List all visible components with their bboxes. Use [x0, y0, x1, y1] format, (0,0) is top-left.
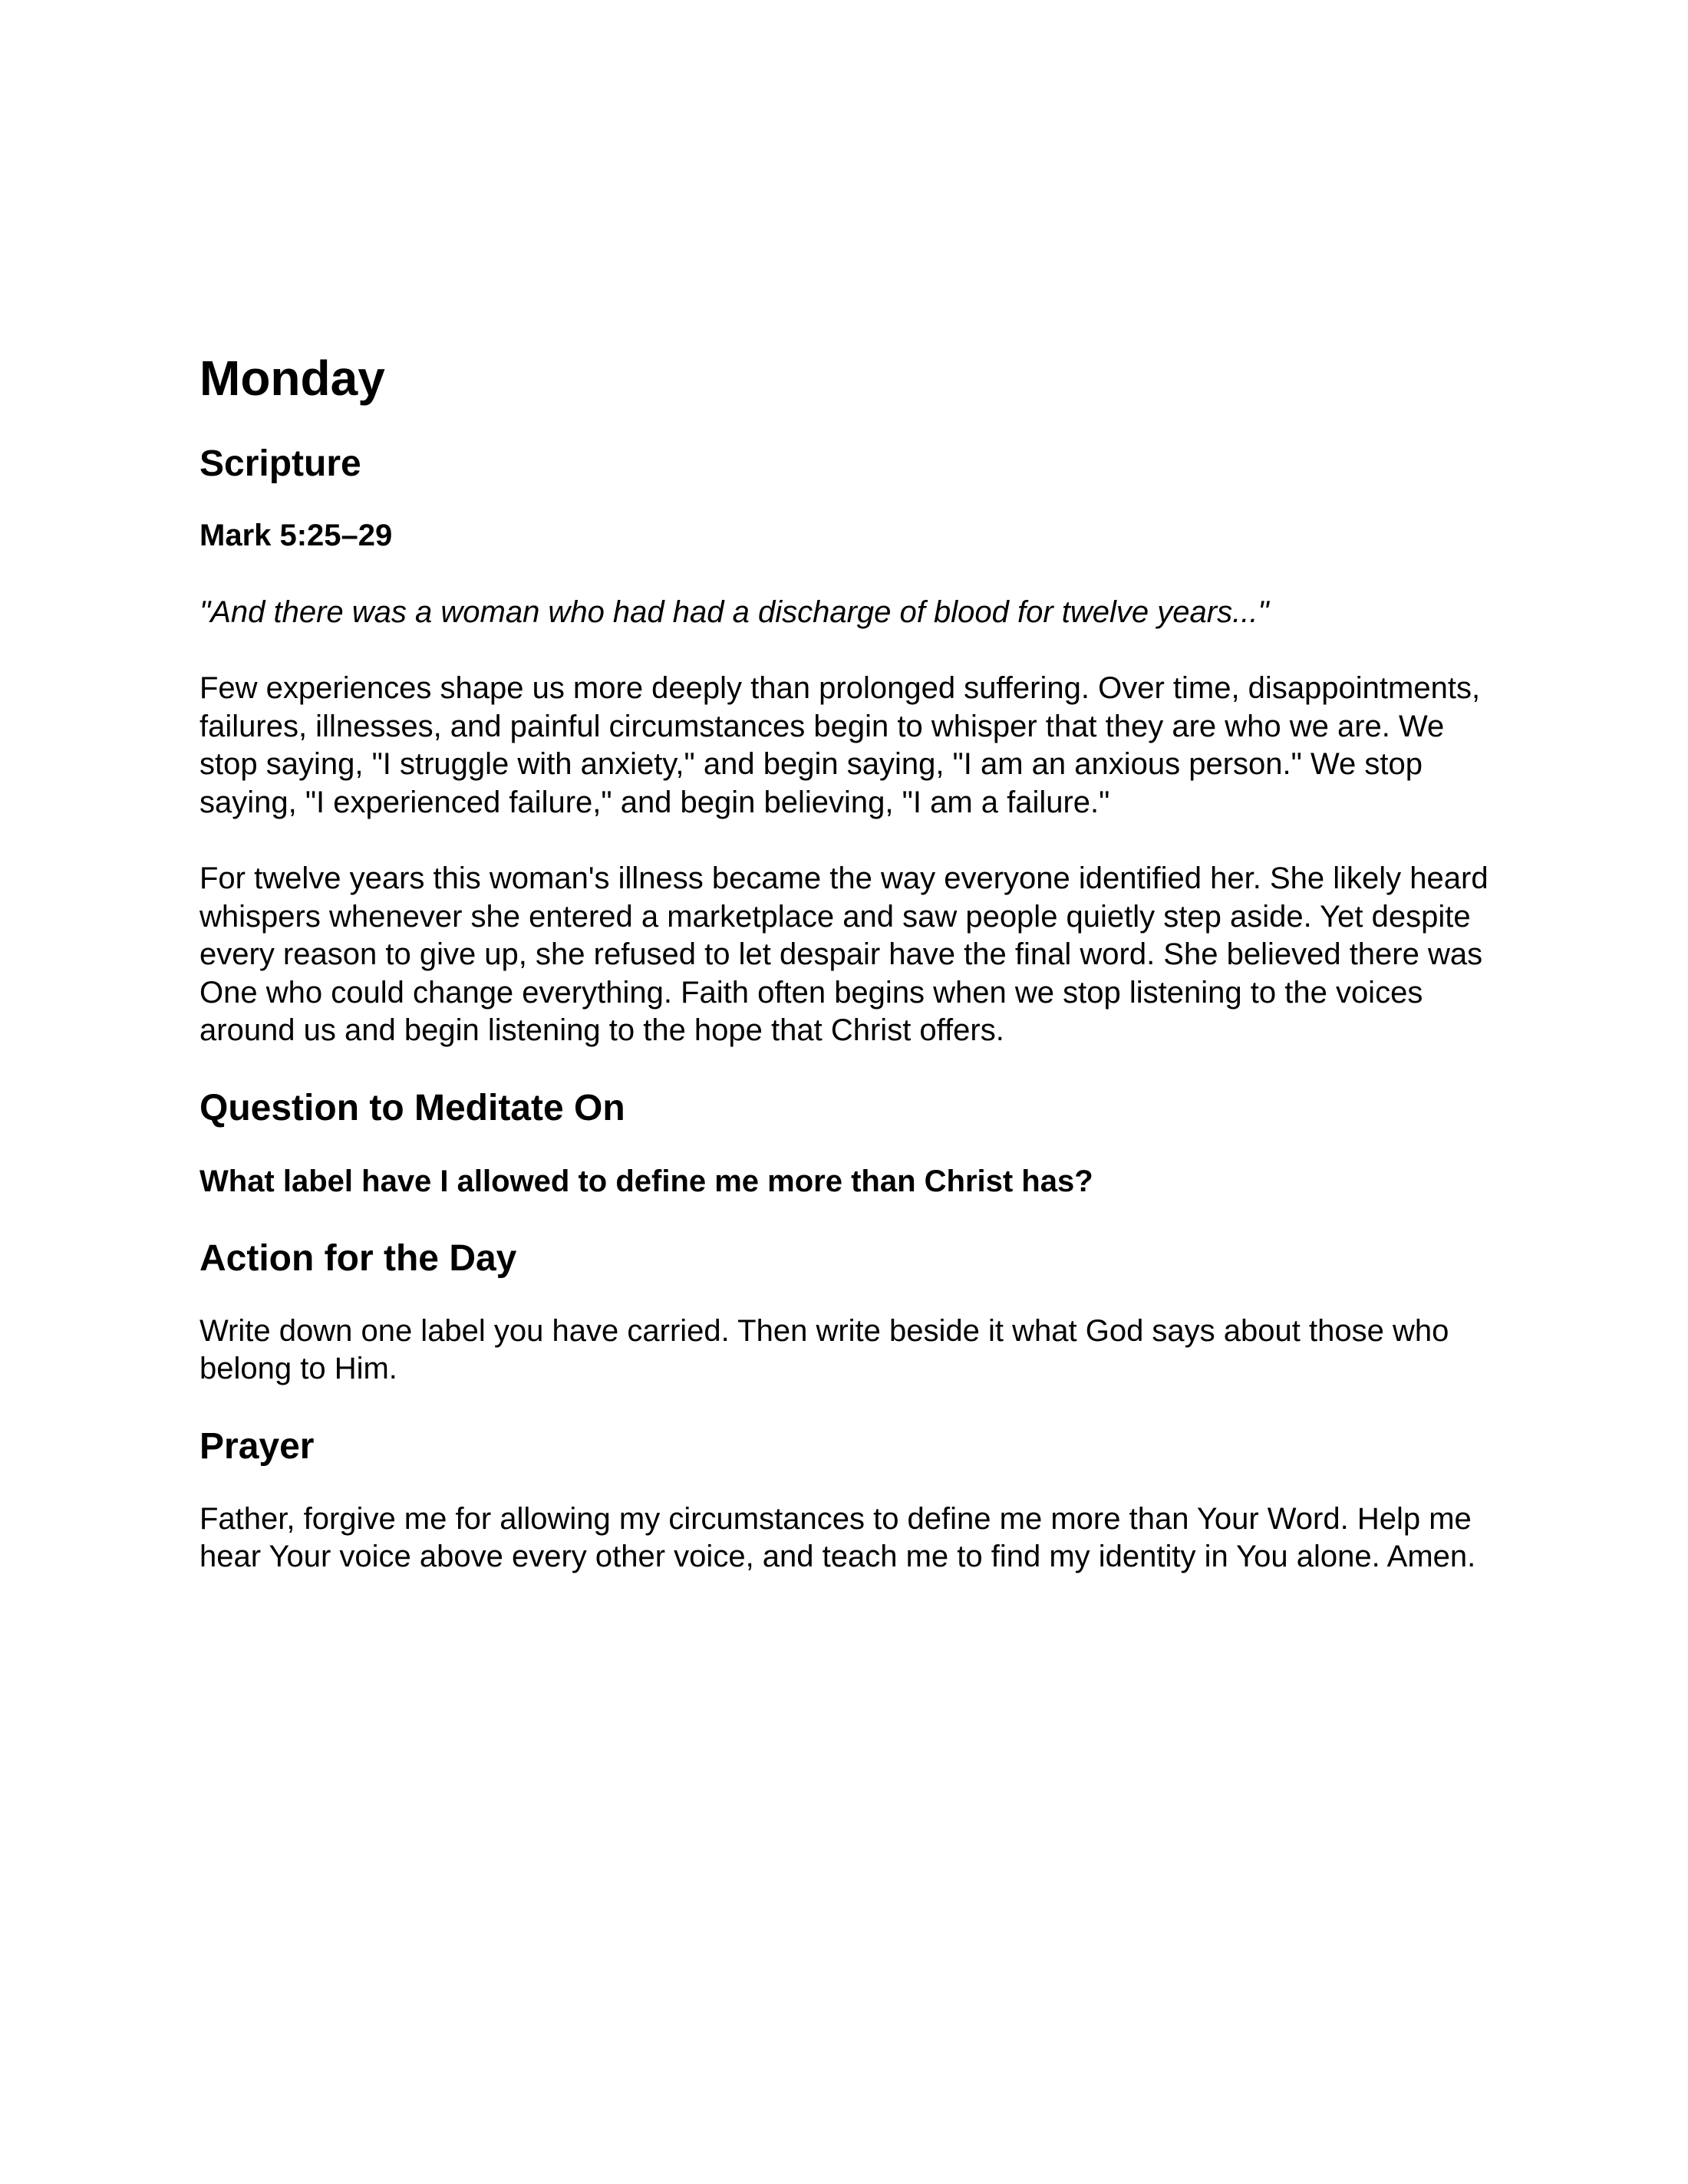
meditate-heading: Question to Meditate On — [199, 1087, 625, 1128]
reflection-paragraph-1: Few experiences shape us more deeply than prolonged suffering. Over time, disappointments, failures, illnesses, and painful circumstances begin to whisper that they are who we are. We stop saying, "I struggle with anxiety," and begin saying, "I am an anxious person." We stop saying, "I experienced failure," and begin believing, "I am a failure." — [199, 671, 1481, 819]
action-text: Write down one label you have carried. Then write beside it what God says about those who belong to Him. — [199, 1313, 1449, 1385]
scripture-quote: "And there was a woman who had had a discharge of blood for twelve years..." — [199, 595, 1269, 629]
scripture-reference: Mark 5:25–29 — [199, 519, 393, 552]
scripture-heading: Scripture — [199, 443, 361, 484]
document-content — [199, 349, 1504, 1576]
meditate-question: What label have I allowed to define me more than Christ has? — [199, 1164, 1093, 1198]
prayer-heading: Prayer — [199, 1425, 315, 1467]
action-heading: Action for the Day — [199, 1237, 517, 1279]
reflection-paragraph-2: For twelve years this woman's illness became the way everyone identified her. She likely heard whispers whenever she entered a marketplace and saw people quietly step aside. Yet despite every reason to give up, she refused to let despair have the final word. She believed there was One who could change everything. Faith often begins when we stop listening to the voices around us and begin listening to the hope that Christ offers. — [199, 861, 1489, 1047]
day-title: Monday — [199, 351, 385, 406]
prayer-text: Father, forgive me for allowing my circumstances to define me more than Your Word. Help me hear Your voice above every other voice, and teach me to find my identity in You alone. Amen. — [199, 1501, 1476, 1573]
